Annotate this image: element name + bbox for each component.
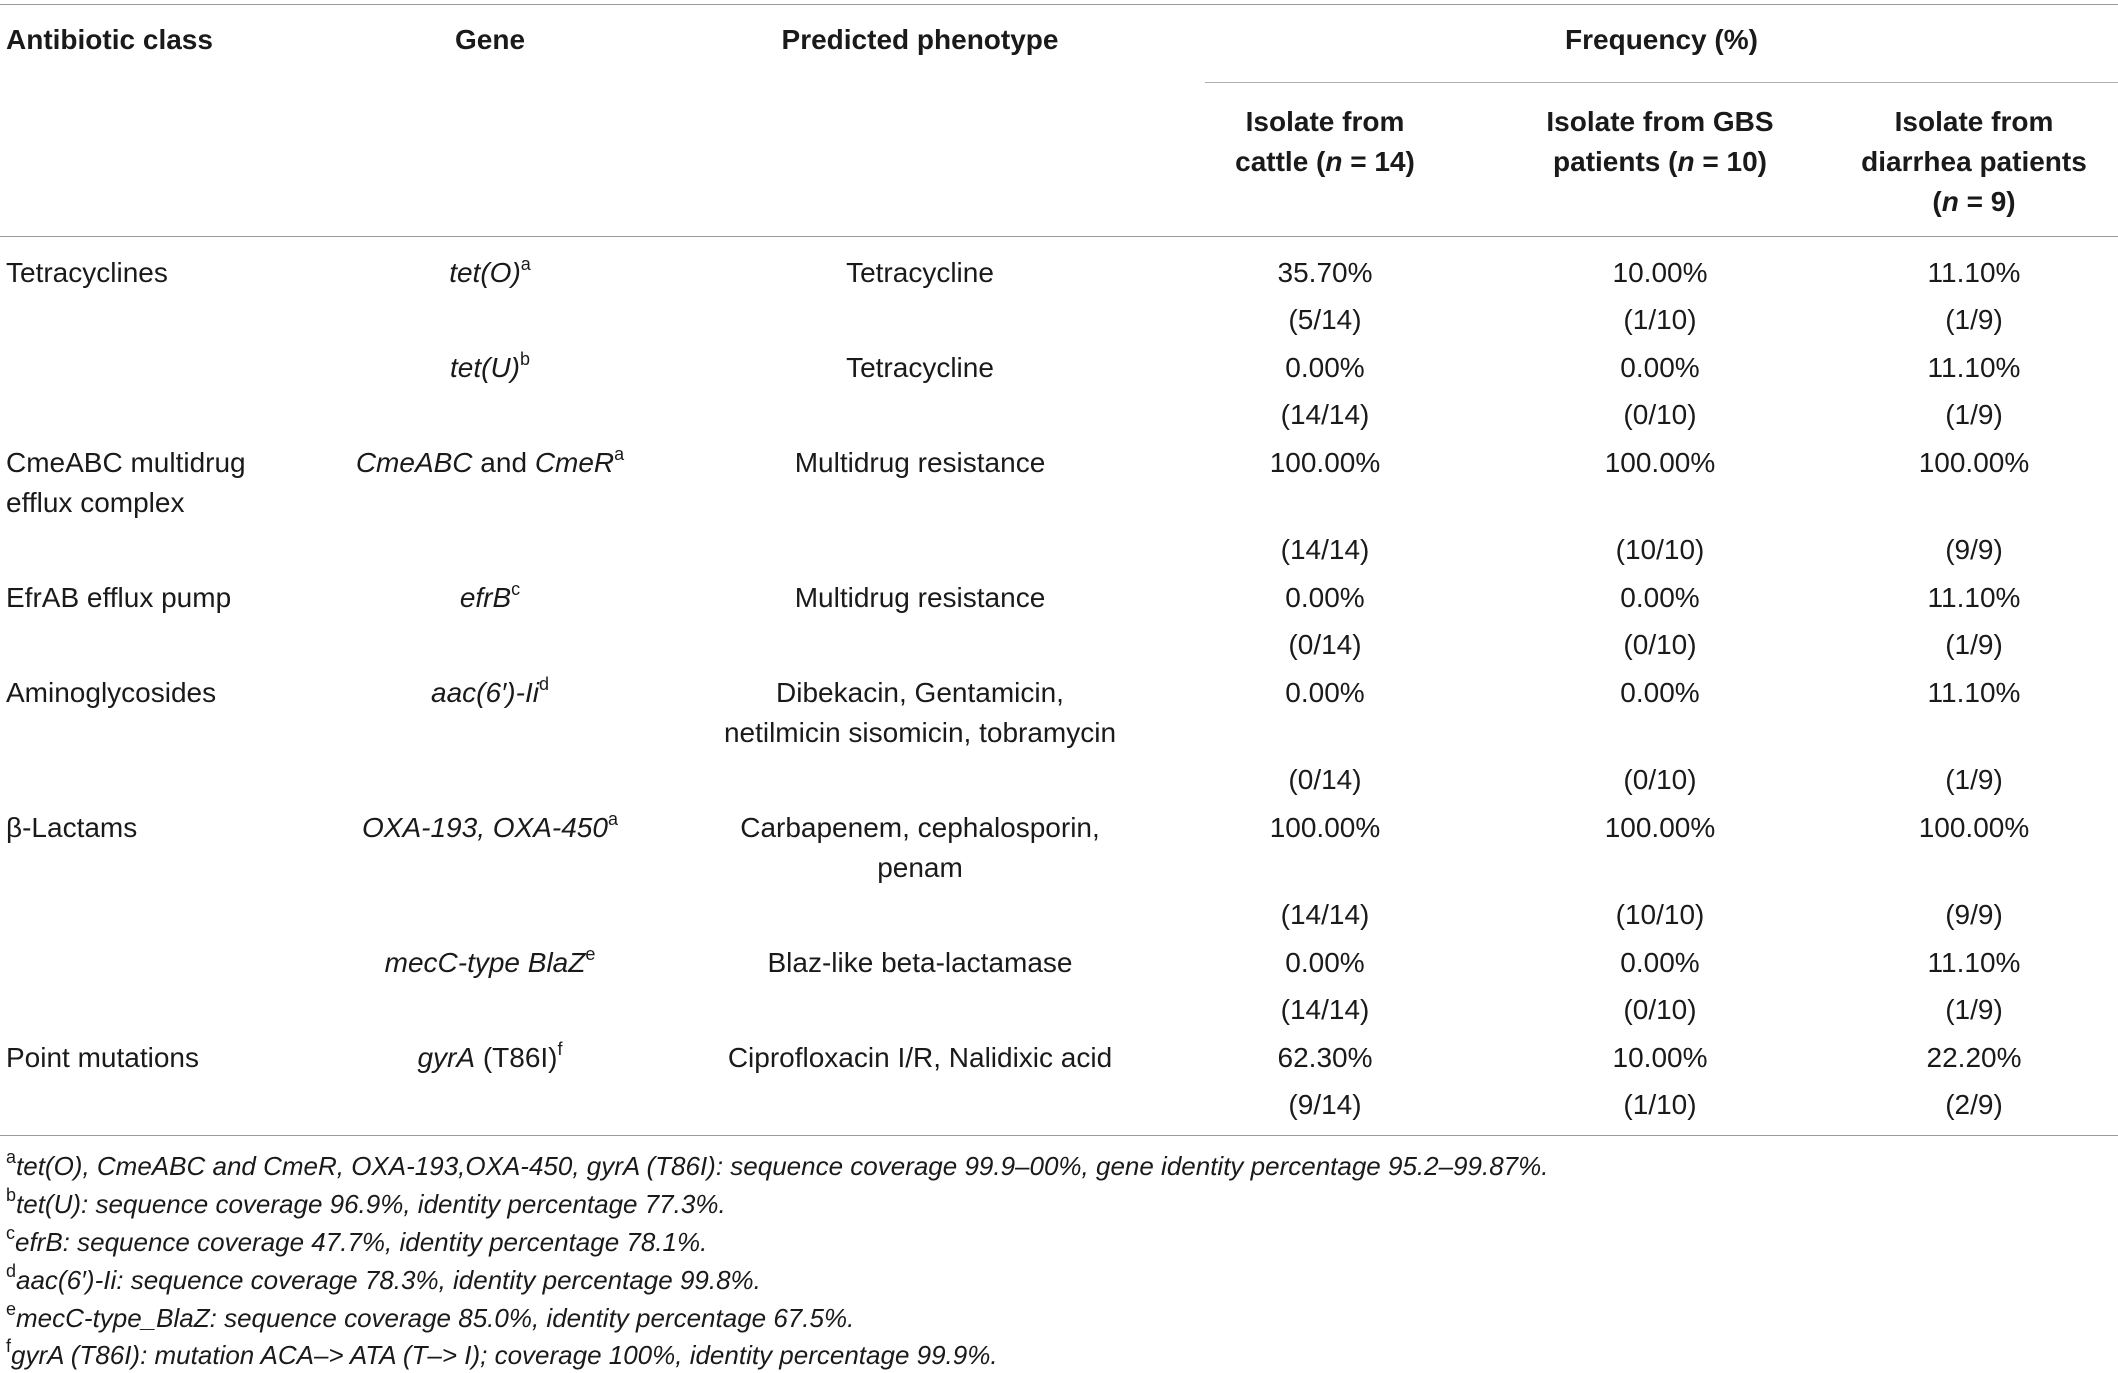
row-7-gbs: 10.00% xyxy=(1612,1042,1708,1073)
row-2-gbs: 100.00% xyxy=(1604,447,1716,478)
header-predicted-phenotype: Predicted phenotype xyxy=(781,24,1059,55)
row-3-gbs-fraction: (0/10) xyxy=(1623,629,1697,660)
row-2-gene: CmeABC and CmeR$^a$ xyxy=(355,443,625,478)
footnote-a: $^a$tet(O), CmeABC and CmeR, OXA-193,OXA-450, gyrA (T86I): sequence coverage 99.9–00%, gene identity percentage 95.2–99.87%. xyxy=(6,1147,1549,1181)
row-2-class-l2: efflux complex xyxy=(6,487,185,518)
row-2-phenotype: Multidrug resistance xyxy=(794,447,1046,478)
row-1-cattle: 0.00% xyxy=(1285,352,1365,383)
row-0-cattle-fraction: (5/14) xyxy=(1288,304,1362,335)
header-col-gbs-l2: patients (n = 10) xyxy=(1553,146,1767,177)
row-0-gbs: 10.00% xyxy=(1612,257,1708,288)
row-0-phenotype: Tetracycline xyxy=(846,257,994,288)
row-1-phenotype: Tetracycline xyxy=(846,352,994,383)
row-1-gbs-fraction: (0/10) xyxy=(1623,399,1697,430)
row-0-gene: $tet(O)^a$ xyxy=(449,253,531,288)
row-6-gene: mecC-type BlaZ$^e$ xyxy=(384,943,596,978)
row-1-gbs: 0.00% xyxy=(1620,352,1700,383)
header-gene: Gene xyxy=(454,24,526,55)
row-6-gbs-fraction: (0/10) xyxy=(1623,994,1697,1025)
row-3-cattle-fraction: (0/14) xyxy=(1288,629,1362,660)
row-1-diarrhea-fraction: (1/9) xyxy=(1945,399,2003,430)
row-7-phenotype: Ciprofloxacin I/R, Nalidixic acid xyxy=(727,1042,1113,1073)
row-3-phenotype: Multidrug resistance xyxy=(794,582,1046,613)
header-frequency: Frequency (%) xyxy=(1565,24,1758,55)
frequency-underline xyxy=(1205,82,2118,83)
header-antibiotic-class: Antibiotic class xyxy=(6,24,213,55)
row-2-cattle: 100.00% xyxy=(1269,447,1381,478)
row-0-class: Tetracyclines xyxy=(6,257,168,288)
row-4-cattle: 0.00% xyxy=(1285,677,1365,708)
row-6-diarrhea-fraction: (1/9) xyxy=(1945,994,2003,1025)
row-1-diarrhea: 11.10% xyxy=(1927,352,2021,383)
row-5-diarrhea-fraction: (9/9) xyxy=(1945,899,2003,930)
row-3-diarrhea-fraction: (1/9) xyxy=(1945,629,2003,660)
row-3-cattle: 0.00% xyxy=(1285,582,1365,613)
row-5-phenotype-l2: penam xyxy=(877,852,963,883)
row-5-diarrhea: 100.00% xyxy=(1918,812,2030,843)
row-0-diarrhea: 11.10% xyxy=(1927,257,2021,288)
row-2-cattle-fraction: (14/14) xyxy=(1280,534,1370,565)
row-3-gbs: 0.00% xyxy=(1620,582,1700,613)
footnote-e: $^e$mecC-type_BlaZ: sequence coverage 85.0%, identity percentage 67.5%. xyxy=(6,1299,855,1333)
row-4-phenotype-l2: netilmicin sisomicin, tobramycin xyxy=(723,717,1117,748)
row-4-gbs-fraction: (0/10) xyxy=(1623,764,1697,795)
row-5-gbs: 100.00% xyxy=(1604,812,1716,843)
row-7-gbs-fraction: (1/10) xyxy=(1623,1089,1697,1120)
row-7-cattle: 62.30% xyxy=(1277,1042,1373,1073)
row-0-diarrhea-fraction: (1/9) xyxy=(1945,304,2003,335)
footnote-b: $^b$tet(U): sequence coverage 96.9%, identity percentage 77.3%. xyxy=(6,1185,726,1219)
row-6-diarrhea: 11.10% xyxy=(1927,947,2021,978)
header-col-diarrhea-l2: diarrhea patients xyxy=(1861,146,2087,177)
row-5-cattle: 100.00% xyxy=(1269,812,1381,843)
row-7-cattle-fraction: (9/14) xyxy=(1288,1089,1362,1120)
top-rule xyxy=(0,4,2118,5)
row-4-phenotype-l1: Dibekacin, Gentamicin, xyxy=(776,677,1064,708)
row-7-class: Point mutations xyxy=(6,1042,199,1073)
row-6-cattle-fraction: (14/14) xyxy=(1280,994,1370,1025)
row-5-cattle-fraction: (14/14) xyxy=(1280,899,1370,930)
row-4-gbs: 0.00% xyxy=(1620,677,1700,708)
row-5-class: β-Lactams xyxy=(6,812,138,843)
row-0-gbs-fraction: (1/10) xyxy=(1623,304,1697,335)
row-4-diarrhea: 11.10% xyxy=(1927,677,2021,708)
row-3-class: EfrAB efflux pump xyxy=(6,582,232,613)
row-4-class: Aminoglycosides xyxy=(6,677,217,708)
row-1-gene: $tet(U)^b$ xyxy=(449,348,530,383)
row-3-diarrhea: 11.10% xyxy=(1927,582,2021,613)
row-5-gene: OXA-193, OXA-450$^a$ xyxy=(362,808,618,843)
row-6-gbs: 0.00% xyxy=(1620,947,1700,978)
header-col-cattle-l2: cattle (n = 14) xyxy=(1235,146,1415,177)
row-5-phenotype-l1: Carbapenem, cephalosporin, xyxy=(740,812,1100,843)
row-2-gbs-fraction: (10/10) xyxy=(1615,534,1705,565)
row-7-diarrhea: 22.20% xyxy=(1926,1042,2022,1073)
header-bottom-rule xyxy=(0,236,2118,237)
row-4-diarrhea-fraction: (1/9) xyxy=(1945,764,2003,795)
row-7-diarrhea-fraction: (2/9) xyxy=(1945,1089,2003,1120)
row-3-gene: efrB$^c$ xyxy=(459,578,521,613)
header-col-diarrhea-l3: (n = 9) xyxy=(1932,186,2016,217)
footnote-f: $^f$gyrA (T86I): mutation ACA–> ATA (T–> I); coverage 100%, identity percentage 99.9%. xyxy=(6,1336,998,1370)
row-2-diarrhea: 100.00% xyxy=(1918,447,2030,478)
footnote-c: $^c$efrB: sequence coverage 47.7%, identity percentage 78.1%. xyxy=(6,1223,708,1257)
row-4-cattle-fraction: (0/14) xyxy=(1288,764,1362,795)
row-1-cattle-fraction: (14/14) xyxy=(1280,399,1370,430)
footnote-d: $^d$aac(6′)-Ii: sequence coverage 78.3%, identity percentage 99.8%. xyxy=(6,1261,761,1295)
row-6-phenotype: Blaz-like beta-lactamase xyxy=(767,947,1073,978)
row-2-class-l1: CmeABC multidrug xyxy=(6,447,246,478)
table-bottom-rule xyxy=(0,1135,2118,1136)
header-col-diarrhea-l1: Isolate from xyxy=(1894,106,2054,137)
row-7-gene: gyrA $(T86I)^f$ xyxy=(417,1038,563,1073)
row-4-gene: aac(6′)-Ii$^d$ xyxy=(431,673,549,708)
row-2-diarrhea-fraction: (9/9) xyxy=(1945,534,2003,565)
header-col-gbs-l1: Isolate from GBS xyxy=(1546,106,1774,137)
row-6-cattle: 0.00% xyxy=(1285,947,1365,978)
header-col-cattle-l1: Isolate from xyxy=(1245,106,1405,137)
row-5-gbs-fraction: (10/10) xyxy=(1615,899,1705,930)
row-0-cattle: 35.70% xyxy=(1277,257,1373,288)
